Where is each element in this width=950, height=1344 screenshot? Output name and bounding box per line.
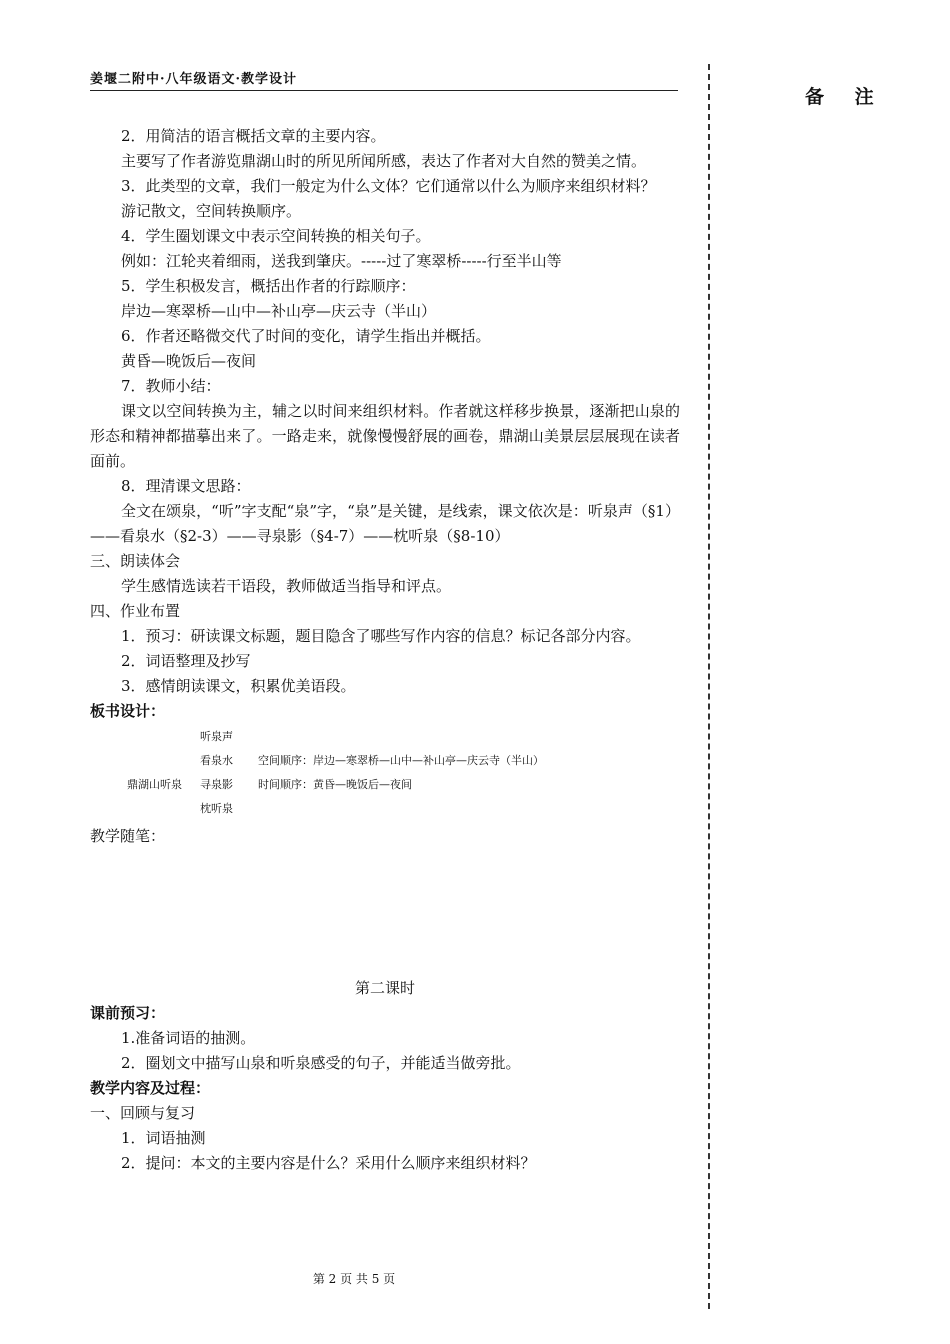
lesson-2-title: 第二课时 [354, 979, 415, 997]
answer-6: 黄昏—晚饭后—夜间 [121, 352, 257, 370]
section-3-text: 学生感情选读若干语段，教师做适当指导和评点。 [121, 577, 452, 595]
review-section-title: 一、回顾与复习 [90, 1104, 196, 1122]
board-design [90, 724, 680, 824]
answer-8: 全文在颂泉，“听”字支配“泉”字，“泉”是关键，是线索，课文依次是：听泉声（§1）——看泉水（§2-3）——寻泉影（§4-7）——枕听泉（§8-10） [90, 502, 680, 545]
question-4: 4．学生圈划课文中表示空间转换的相关句子。 [121, 227, 431, 245]
question-6: 6．作者还略微交代了时间的变化，请学生指出并概括。 [121, 327, 491, 345]
board-item-2: 看泉水 [200, 754, 233, 767]
board-center-title: 鼎湖山听泉 [127, 778, 182, 791]
page-footer: 第 2 页 共 5 页 [312, 1272, 396, 1286]
preview-title: 课前预习： [90, 1004, 166, 1022]
answer-5: 岸边—寒翠桥—山中—补山亭—庆云寺（半山） [121, 302, 437, 320]
board-design-title: 板书设计： [90, 702, 166, 720]
review-1: 1．词语抽测 [121, 1129, 206, 1147]
question-8: 8．理清课文思路： [121, 477, 251, 495]
board-space-order: 空间顺序：岸边—寒翠桥—山中—补山亭—庆云寺（半山） [258, 754, 544, 767]
answer-4: 例如：江轮夹着细雨，送我到肇庆。-----过了寒翠桥-----行至半山等 [121, 252, 562, 270]
margin-divider [708, 64, 710, 1309]
question-3: 3．此类型的文章，我们一般定为什么文体？它们通常以什么为顺序来组织材料？ [121, 177, 656, 195]
section-4-title: 四、作业布置 [90, 602, 181, 620]
board-item-3: 寻泉影 [200, 778, 233, 791]
notes-column-title: 备 注 [805, 86, 886, 108]
process-title: 教学内容及过程： [90, 1079, 211, 1097]
board-time-order: 时间顺序：黄昏—晚饭后—夜间 [258, 778, 412, 791]
section-3-title: 三、朗读体会 [90, 552, 181, 570]
question-2: 2．用简洁的语言概括文章的主要内容。 [121, 127, 386, 145]
homework-1: 1．预习：研读课文标题，题目隐含了哪些写作内容的信息？标记各部分内容。 [121, 627, 641, 645]
review-2: 2．提问：本文的主要内容是什么？采用什么顺序来组织材料？ [121, 1154, 536, 1172]
preview-2: 2．圈划文中描写山泉和听泉感受的句子，并能适当做旁批。 [121, 1054, 521, 1072]
question-5: 5．学生积极发言，概括出作者的行踪顺序： [121, 277, 416, 295]
teaching-notes-label: 教学随笔： [90, 827, 166, 845]
question-7: 7．教师小结： [121, 377, 221, 395]
homework-2: 2．词语整理及抄写 [121, 652, 251, 670]
homework-3: 3．感情朗读课文，积累优美语段。 [121, 677, 356, 695]
answer-2: 主要写了作者游览鼎湖山时的所见所闻所感，表达了作者对大自然的赞美之情。 [121, 152, 647, 170]
answer-7: 课文以空间转换为主，辅之以时间来组织材料。作者就这样移步换景，逐渐把山泉的形态和精神都描摹出来了。一路走来，就像慢慢舒展的画卷，鼎湖山美景层层展现在读者面前。 [90, 402, 680, 470]
page-header: 姜堰二附中·八年级语文·教学设计 [90, 68, 678, 91]
notes-blank-space [90, 849, 680, 976]
board-item-4: 枕听泉 [200, 802, 233, 815]
board-item-1: 听泉声 [200, 730, 233, 743]
preview-1: 1.准备词语的抽测。 [121, 1029, 256, 1047]
answer-3: 游记散文，空间转换顺序。 [121, 202, 302, 220]
main-content [90, 124, 680, 1176]
